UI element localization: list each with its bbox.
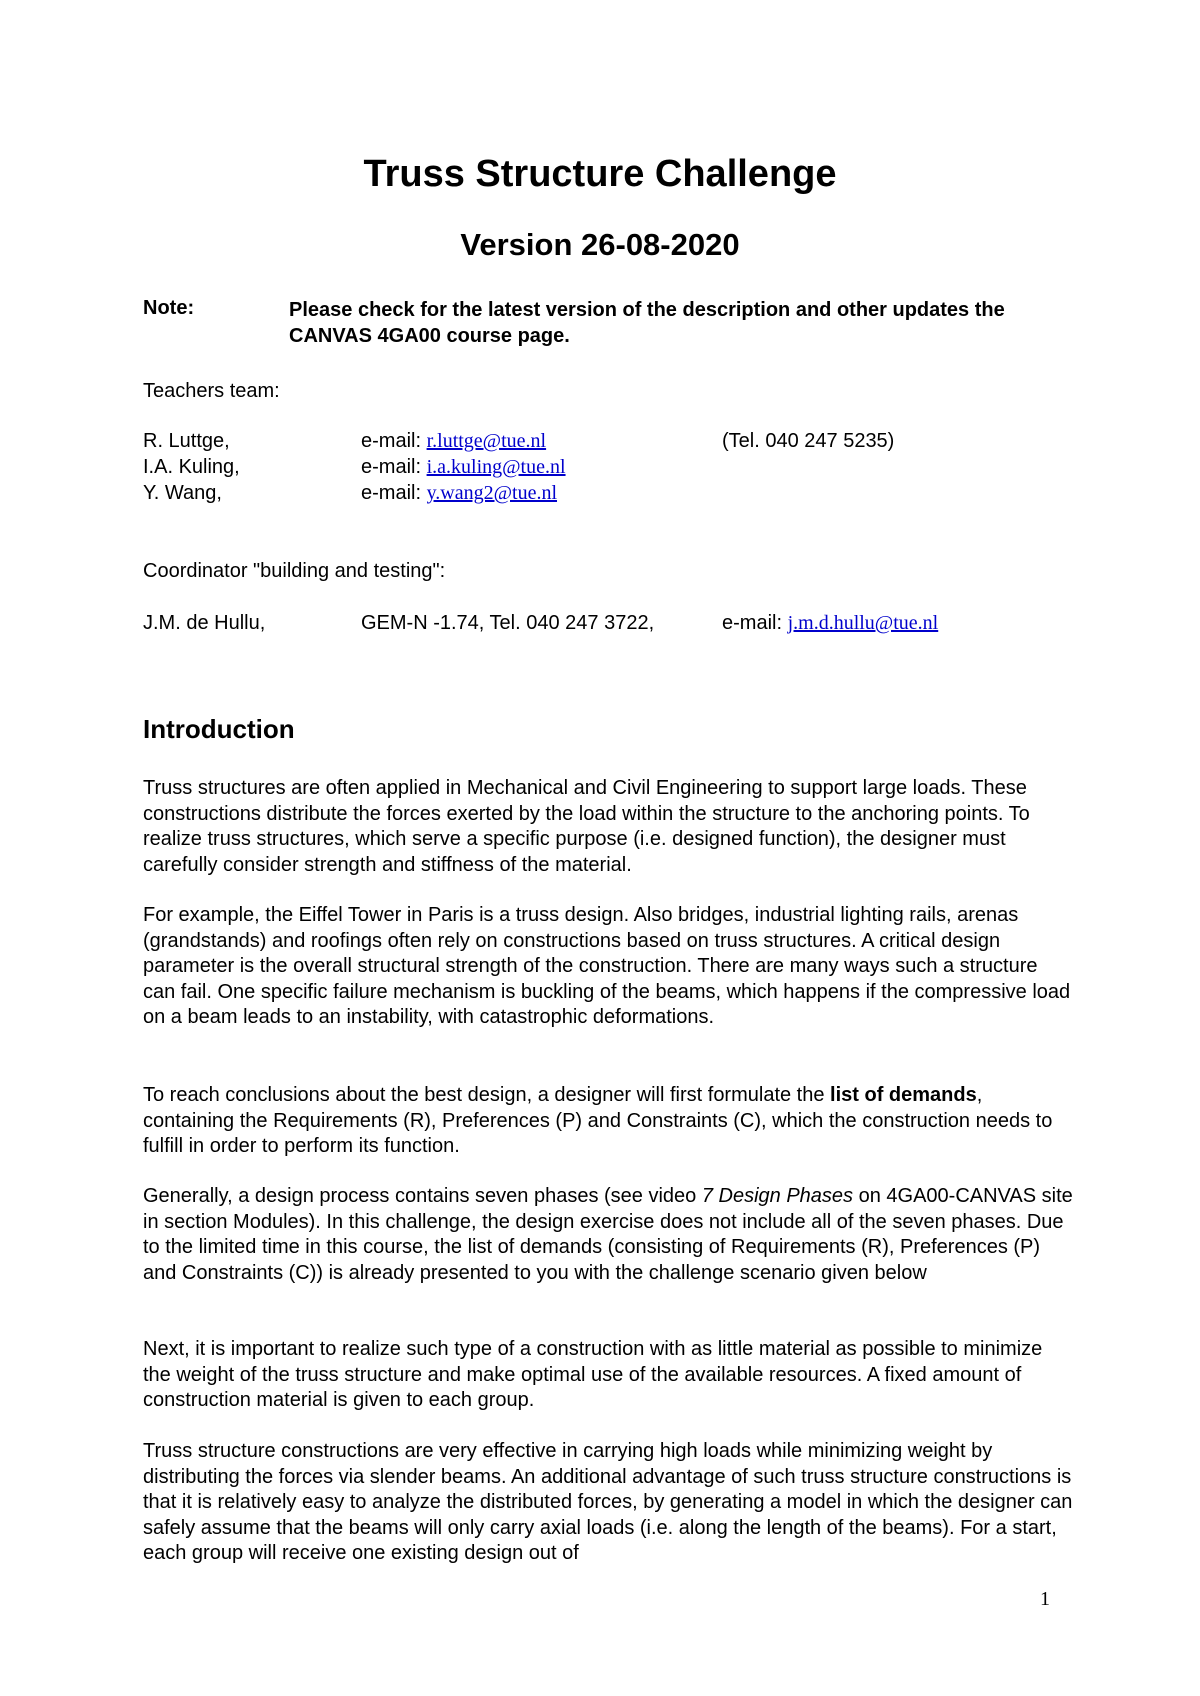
teacher-name: R. Luttge,: [143, 430, 230, 452]
teacher-email-row: [361, 456, 566, 479]
email-label: e-mail:: [361, 456, 422, 478]
document-version: Version 26-08-2020: [460, 227, 740, 262]
coordinator-name: J.M. de Hullu,: [143, 612, 266, 634]
paragraph-text: Generally, a design process contains seven phases (see video: [143, 1185, 702, 1207]
coordinator-location: GEM-N -1.74, Tel. 040 247 3722,: [361, 612, 655, 634]
coordinator-heading: Coordinator "building and testing":: [143, 560, 446, 582]
paragraph-text: To reach conclusions about the best design, a designer will first formulate the: [143, 1084, 831, 1106]
paragraph: Truss structure constructions are very effective in carrying high loads while minimizing weight by distributing the forces via slender beams. An additional advantage of such truss structure constructions is that it is relatively easy to analyze the distributed forces, by generating a model in which the designer can safely assume that the beams will only carry axial loads (i.e. along the length of the beams). For a start, each group will receive one existing design out of: [143, 1440, 1073, 1564]
paragraph-italic-text: 7 Design Phases: [701, 1185, 854, 1207]
document-title: Truss Structure Challenge: [363, 153, 837, 195]
teacher-name: Y. Wang,: [143, 482, 222, 504]
note-text: Please check for the latest version of the description and other updates the CANVAS 4GA00 course page.: [289, 299, 1005, 347]
paragraph-text: on 4GA00-CANVAS site in section Modules). In this challenge, the design exercise does not include all of the seven phases. Due to the limited time in this course, the list of demands (consisting of Requirements (R), Preferences (P) and Constraints (C)) is already presented to you with the challenge scenario given below: [143, 1185, 1073, 1284]
paragraph: [143, 1184, 1073, 1286]
email-label: e-mail:: [361, 482, 422, 504]
teacher-email-link[interactable]: y.wang2@tue.nl: [426, 482, 558, 504]
teacher-name: I.A. Kuling,: [143, 456, 240, 478]
teacher-telephone: (Tel. 040 247 5235): [722, 430, 895, 452]
paragraph: Truss structures are often applied in Mechanical and Civil Engineering to support large loads. These constructions distribute the forces exerted by the load within the structure to the anchoring points. To realize truss structures, which serve a specific purpose (i.e. designed function), the designer must carefully consider strength and stiffness of the material.: [143, 777, 1030, 876]
paragraph-text: , containing the Requirements (R), Preferences (P) and Constraints (C), which the construction needs to fulfill in order to perform its function.: [143, 1084, 1053, 1157]
teacher-email-row: [361, 430, 546, 453]
coordinator-email-link[interactable]: j.m.d.hullu@tue.nl: [787, 612, 939, 634]
page-number: 1: [1040, 1588, 1050, 1610]
paragraph: Next, it is important to realize such type of a construction with as little material as possible to minimize the weight of the truss structure and make optimal use of the available resources. A fixed amount of construction material is given to each group.: [143, 1338, 1043, 1411]
teachers-heading: Teachers team:: [143, 380, 280, 402]
teacher-email-link[interactable]: i.a.kuling@tue.nl: [426, 456, 566, 478]
paragraph-bold-text: list of demands: [830, 1084, 977, 1106]
teacher-email-row: [361, 482, 557, 505]
paragraph: [143, 1083, 1073, 1160]
teacher-email-link[interactable]: r.luttge@tue.nl: [426, 430, 547, 452]
paragraph: For example, the Eiffel Tower in Paris is a truss design. Also bridges, industrial lighting rails, arenas (grandstands) and roofings often rely on constructions based on truss structures. A critical design parameter is the overall structural strength of the construction. There are many ways such a structure can fail. One specific failure mechanism is buckling of the beams, which happens if the compressive load on a beam leads to an instability, with catastrophic deformations.: [143, 904, 1071, 1028]
coordinator-email-row: [722, 612, 938, 635]
email-label: e-mail:: [361, 430, 422, 452]
section-heading-introduction: Introduction: [143, 714, 295, 744]
note-label: Note:: [143, 297, 195, 319]
email-label: e-mail:: [722, 612, 783, 634]
